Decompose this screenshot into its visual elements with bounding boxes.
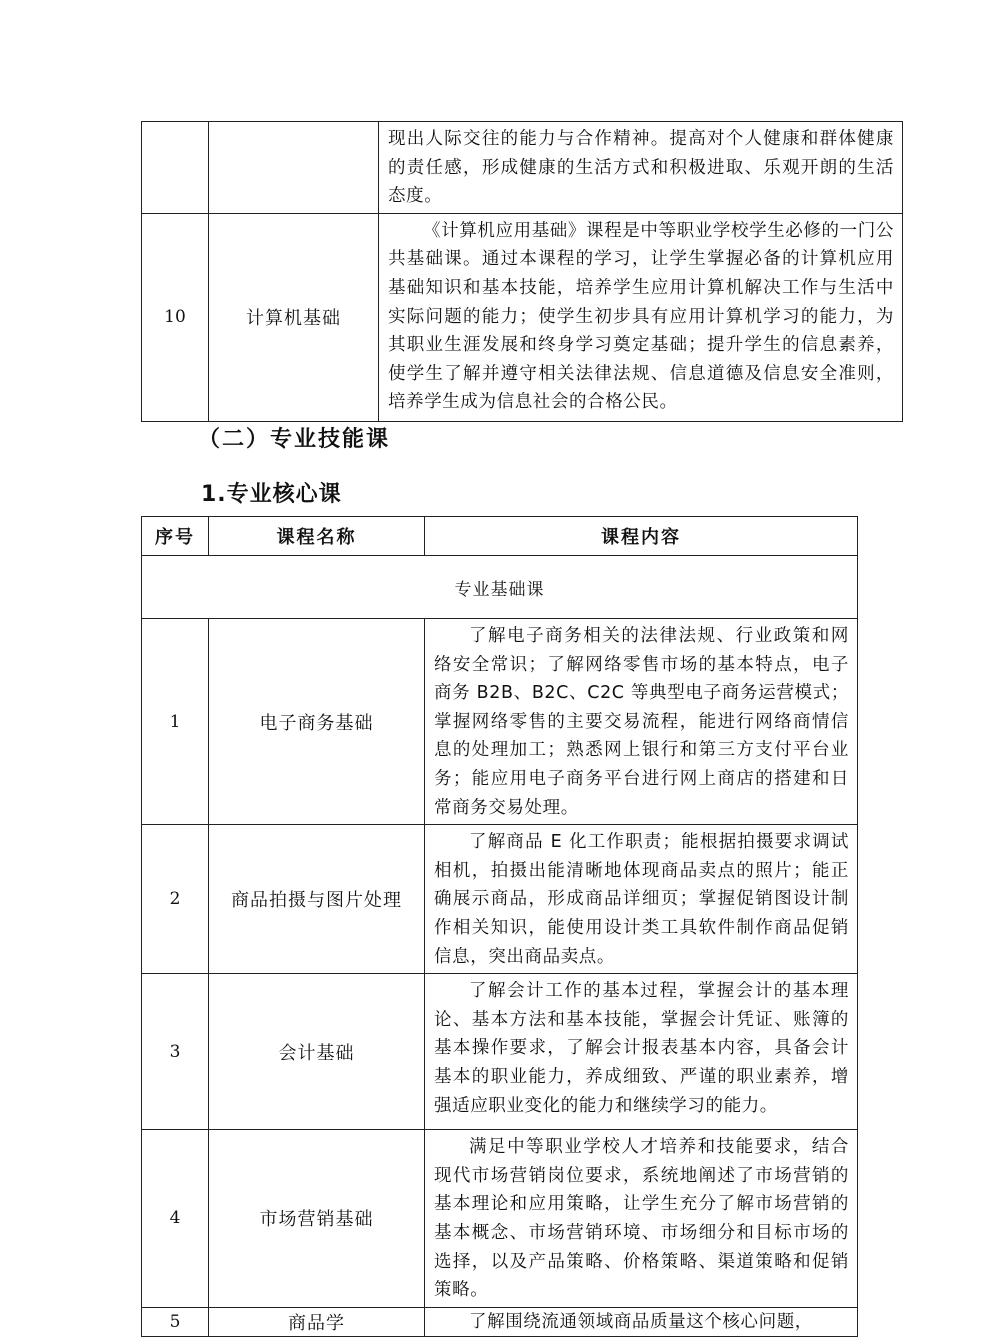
course-content: 了解电子商务相关的法律法规、行业政策和网络安全常识；了解网络零售市场的基本特点，电子商务 B2B、B2C、C2C 等典型电子商务运营模式；掌握网络零售的主要交易流程，能进行网络商情信息的处理加工；熟悉网上银行和第三方支付平台业务；能应用电子商务平台进行网上商店的搭建和日常商务交易处理。 — [425, 619, 858, 825]
course-name: 商品拍摄与图片处理 — [209, 825, 425, 974]
row-number: 2 — [142, 825, 209, 974]
table-row — [142, 122, 903, 214]
table-row — [142, 1130, 858, 1308]
subsection-heading: 1.专业核心课 — [201, 482, 342, 507]
row-number: 1 — [142, 619, 209, 825]
table-row — [142, 619, 858, 825]
col-header-name: 课程名称 — [209, 517, 425, 556]
section-heading: （二）专业技能课 — [198, 427, 391, 452]
course-content: 满足中等职业学校人才培养和技能要求，结合现代市场营销岗位要求，系统地阐述了市场营销的基本理论和应用策略，让学生充分了解市场营销的基本概念、市场营销环境、市场细分和目标市场的选择，以及产品策略、价格策略、渠道策略和促销策略。 — [425, 1130, 858, 1308]
course-name: 计算机基础 — [209, 213, 379, 421]
row-number: 3 — [142, 974, 209, 1130]
course-name: 会计基础 — [209, 974, 425, 1130]
course-name: 商品学 — [209, 1307, 425, 1337]
table-row — [142, 825, 858, 974]
table-row — [142, 213, 903, 421]
course-content: 《计算机应用基础》课程是中等职业学校学生必修的一门公共基础课。通过本课程的学习，让学生掌握必备的计算机应用基础知识和基本技能，培养学生应用计算机解决工作与生活中实际问题的能力；使学生初步具有应用计算机学习的能力，为其职业生涯发展和终身学习奠定基础；提升学生的信息素养，使学生了解并遵守相关法律法规、信息道德及信息安全准则，培养学生成为信息社会的合格公民。 — [379, 213, 903, 421]
category-label: 专业基础课 — [142, 556, 858, 619]
row-number — [142, 122, 209, 214]
course-content: 了解围绕流通领域商品质量这个核心问题， — [425, 1307, 858, 1337]
row-number: 5 — [142, 1307, 209, 1337]
col-header-number: 序号 — [142, 517, 209, 556]
course-name: 电子商务基础 — [209, 619, 425, 825]
core-course-table — [141, 516, 858, 1337]
course-name: 市场营销基础 — [209, 1130, 425, 1308]
category-row — [142, 556, 858, 619]
row-number: 10 — [142, 213, 209, 421]
table-row — [142, 974, 858, 1130]
table-row — [142, 1307, 858, 1337]
col-header-content: 课程内容 — [425, 517, 858, 556]
general-course-table-continued — [141, 121, 903, 422]
course-content: 现出人际交往的能力与合作精神。提高对个人健康和群体健康的责任感，形成健康的生活方式和积极进取、乐观开朗的生活态度。 — [379, 122, 903, 214]
table-header-row — [142, 517, 858, 556]
course-content: 了解会计工作的基本过程，掌握会计的基本理论、基本方法和基本技能，掌握会计凭证、账簿的基本操作要求，了解会计报表基本内容，具备会计基本的职业能力，养成细致、严谨的职业素养，增强适应职业变化的能力和继续学习的能力。 — [425, 974, 858, 1130]
row-number: 4 — [142, 1130, 209, 1308]
course-content: 了解商品 E 化工作职责；能根据拍摄要求调试相机，拍摄出能清晰地体现商品卖点的照片；能正确展示商品，形成商品详细页；掌握促销图设计制作相关知识，能使用设计类工具软件制作商品促销信息，突出商品卖点。 — [425, 825, 858, 974]
course-name — [209, 122, 379, 214]
